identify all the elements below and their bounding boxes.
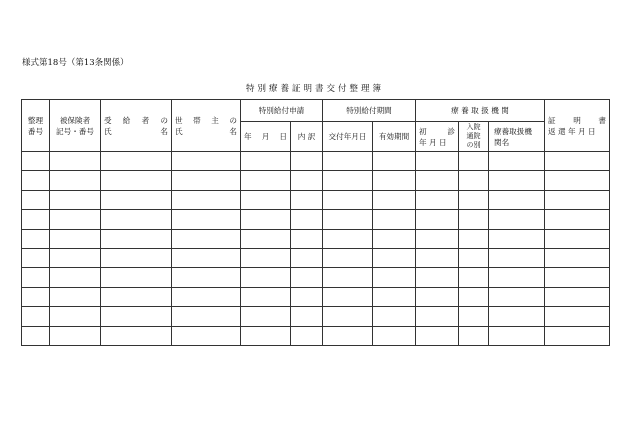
- header-shinsei-date: 年 月 日: [241, 122, 291, 152]
- table-cell[interactable]: [489, 229, 545, 248]
- table-cell[interactable]: [101, 248, 172, 267]
- table-row: [22, 287, 610, 306]
- header-setainushi-name: 世 帯 主 の 氏 名: [172, 100, 241, 152]
- table-cell[interactable]: [373, 307, 416, 326]
- table-cell[interactable]: [291, 229, 323, 248]
- table-cell[interactable]: [291, 326, 323, 345]
- table-cell[interactable]: [241, 171, 291, 190]
- table-cell[interactable]: [172, 152, 241, 171]
- header-naiyaku: 内 訳: [291, 122, 323, 152]
- header-jukyusha-name: 受 給 者 の 氏 名: [101, 100, 172, 152]
- table-cell[interactable]: [101, 287, 172, 306]
- table-cell[interactable]: [373, 326, 416, 345]
- table-cell[interactable]: [22, 307, 50, 326]
- ledger-body: [22, 152, 610, 346]
- table-cell[interactable]: [323, 268, 373, 287]
- table-cell[interactable]: [101, 229, 172, 248]
- header-nyuin-tsuin: 入院 通院 の別: [459, 122, 489, 152]
- table-cell[interactable]: [241, 152, 291, 171]
- table-cell[interactable]: [489, 248, 545, 267]
- table-cell[interactable]: [323, 171, 373, 190]
- table-cell[interactable]: [172, 190, 241, 209]
- table-cell[interactable]: [22, 190, 50, 209]
- table-cell[interactable]: [172, 326, 241, 345]
- table-row: [22, 152, 610, 171]
- table-cell[interactable]: [101, 171, 172, 190]
- header-group-iryo: 療 養 取 扱 機 関: [416, 100, 545, 122]
- table-cell[interactable]: [373, 268, 416, 287]
- table-cell[interactable]: [459, 190, 489, 209]
- table-cell[interactable]: [101, 326, 172, 345]
- table-cell[interactable]: [172, 287, 241, 306]
- table-cell[interactable]: [291, 152, 323, 171]
- table-cell[interactable]: [489, 307, 545, 326]
- table-cell[interactable]: [545, 210, 610, 229]
- table-cell[interactable]: [22, 152, 50, 171]
- table-cell[interactable]: [291, 210, 323, 229]
- table-cell[interactable]: [489, 152, 545, 171]
- table-cell[interactable]: [241, 268, 291, 287]
- table-cell[interactable]: [291, 268, 323, 287]
- table-cell[interactable]: [101, 210, 172, 229]
- table-cell[interactable]: [22, 326, 50, 345]
- table-cell[interactable]: [459, 268, 489, 287]
- table-cell[interactable]: [241, 248, 291, 267]
- table-cell[interactable]: [50, 287, 101, 306]
- table-row: [22, 268, 610, 287]
- header-group-shinsei: 特別給付申請: [241, 100, 323, 122]
- table-row: [22, 210, 610, 229]
- table-cell[interactable]: [101, 307, 172, 326]
- header-group-kikan: 特別給付期間: [323, 100, 416, 122]
- table-row: [22, 229, 610, 248]
- table-row: [22, 326, 610, 345]
- table-cell[interactable]: [101, 268, 172, 287]
- table-cell[interactable]: [241, 287, 291, 306]
- table-cell[interactable]: [22, 287, 50, 306]
- table-cell[interactable]: [545, 248, 610, 267]
- header-kikan-name: 療養取扱機 関名: [489, 122, 545, 152]
- form-number: 様式第18号（第13条関係）: [22, 58, 129, 68]
- table-row: [22, 190, 610, 209]
- table-cell[interactable]: [50, 190, 101, 209]
- table-cell[interactable]: [416, 190, 459, 209]
- table-cell[interactable]: [22, 210, 50, 229]
- table-cell[interactable]: [323, 287, 373, 306]
- table-cell[interactable]: [22, 171, 50, 190]
- table-cell[interactable]: [101, 190, 172, 209]
- table-cell[interactable]: [373, 229, 416, 248]
- table-cell[interactable]: [416, 171, 459, 190]
- table-cell[interactable]: [101, 152, 172, 171]
- table-cell[interactable]: [459, 210, 489, 229]
- table-cell[interactable]: [241, 210, 291, 229]
- table-row: [22, 171, 610, 190]
- table-cell[interactable]: [416, 210, 459, 229]
- table-cell[interactable]: [172, 307, 241, 326]
- table-cell[interactable]: [172, 171, 241, 190]
- table-cell[interactable]: [416, 307, 459, 326]
- header-row-1: [22, 100, 610, 122]
- table-row: [22, 248, 610, 267]
- table-cell[interactable]: [323, 152, 373, 171]
- table-cell[interactable]: [545, 307, 610, 326]
- table-cell[interactable]: [489, 287, 545, 306]
- table-cell[interactable]: [291, 307, 323, 326]
- table-cell[interactable]: [545, 229, 610, 248]
- table-cell[interactable]: [291, 190, 323, 209]
- table-cell[interactable]: [291, 248, 323, 267]
- table-cell[interactable]: [323, 190, 373, 209]
- table-cell[interactable]: [373, 287, 416, 306]
- table-cell[interactable]: [172, 210, 241, 229]
- table-cell[interactable]: [241, 307, 291, 326]
- header-seiri-bango: 整理 番号: [22, 100, 50, 152]
- table-cell[interactable]: [50, 307, 101, 326]
- header-shoshin-date: 初 診 年 月 日: [416, 122, 459, 152]
- table-cell[interactable]: [459, 287, 489, 306]
- header-kofu-date: 交付年月日: [323, 122, 373, 152]
- table-cell[interactable]: [373, 171, 416, 190]
- document-title: 特別療養証明書交付整理簿: [245, 84, 384, 94]
- table-cell[interactable]: [416, 229, 459, 248]
- table-cell[interactable]: [323, 229, 373, 248]
- table-cell[interactable]: [323, 210, 373, 229]
- table-cell[interactable]: [172, 248, 241, 267]
- table-cell[interactable]: [545, 190, 610, 209]
- table-cell[interactable]: [50, 268, 101, 287]
- table-cell[interactable]: [22, 248, 50, 267]
- table-cell[interactable]: [50, 326, 101, 345]
- table-cell[interactable]: [172, 229, 241, 248]
- table-cell[interactable]: [489, 171, 545, 190]
- table-cell[interactable]: [373, 248, 416, 267]
- table-row: [22, 307, 610, 326]
- header-shomei-henkan: 証 明 書 返 還 年 月 日: [545, 100, 610, 152]
- table-cell[interactable]: [545, 171, 610, 190]
- table-cell[interactable]: [459, 229, 489, 248]
- table-cell[interactable]: [489, 268, 545, 287]
- table-cell[interactable]: [373, 152, 416, 171]
- table-cell[interactable]: [545, 268, 610, 287]
- table-cell[interactable]: [459, 326, 489, 345]
- table-cell[interactable]: [22, 268, 50, 287]
- table-cell[interactable]: [241, 190, 291, 209]
- table-cell[interactable]: [50, 248, 101, 267]
- table-cell[interactable]: [50, 171, 101, 190]
- table-cell[interactable]: [373, 210, 416, 229]
- table-cell[interactable]: [241, 229, 291, 248]
- table-cell[interactable]: [545, 287, 610, 306]
- table-cell[interactable]: [459, 152, 489, 171]
- table-cell[interactable]: [323, 248, 373, 267]
- table-cell[interactable]: [50, 152, 101, 171]
- table-cell[interactable]: [291, 287, 323, 306]
- table-cell[interactable]: [323, 307, 373, 326]
- table-cell[interactable]: [373, 190, 416, 209]
- table-cell[interactable]: [489, 326, 545, 345]
- header-yuko-kikan: 有効期間: [373, 122, 416, 152]
- table-cell[interactable]: [50, 210, 101, 229]
- table-cell[interactable]: [489, 210, 545, 229]
- table-cell[interactable]: [416, 268, 459, 287]
- table-cell[interactable]: [459, 248, 489, 267]
- table-cell[interactable]: [291, 171, 323, 190]
- header-hihokensha: 被保険者 記号・番号: [50, 100, 101, 152]
- table-cell[interactable]: [545, 326, 610, 345]
- table-cell[interactable]: [22, 229, 50, 248]
- table-cell[interactable]: [459, 307, 489, 326]
- table-cell[interactable]: [172, 268, 241, 287]
- ledger-table: [21, 99, 610, 346]
- table-cell[interactable]: [416, 248, 459, 267]
- table-cell[interactable]: [489, 190, 545, 209]
- table-cell[interactable]: [459, 171, 489, 190]
- table-cell[interactable]: [50, 229, 101, 248]
- table-cell[interactable]: [241, 326, 291, 345]
- table-cell[interactable]: [416, 287, 459, 306]
- table-cell[interactable]: [416, 152, 459, 171]
- table-cell[interactable]: [323, 326, 373, 345]
- table-cell[interactable]: [416, 326, 459, 345]
- table-cell[interactable]: [545, 152, 610, 171]
